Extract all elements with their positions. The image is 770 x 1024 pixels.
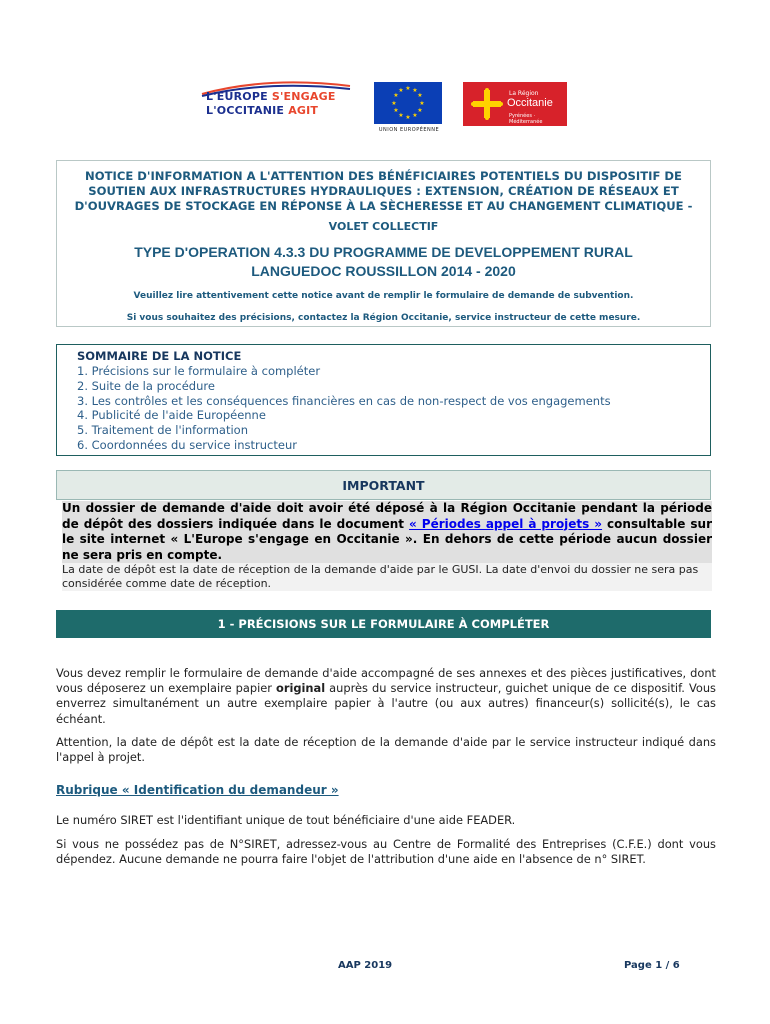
operation-type-line-1: TYPE D'OPERATION 4.3.3 DU PROGRAMME DE DEVELOPPEMENT RURAL [134, 244, 633, 260]
important-body [62, 501, 712, 591]
toc-item[interactable]: 4. Publicité de l'aide Européenne [77, 408, 266, 423]
title-line-3: D'OUVRAGES DE STOCKAGE EN RÉPONSE À LA SÈCHERESSE ET AU CHANGEMENT CLIMATIQUE - [74, 199, 693, 213]
paragraph: Attention, la date de dépôt est la date de réception de la demande d'aide par le service instructeur indiqué dans l'appel à projet. [56, 734, 716, 765]
region-small-text: La Région [509, 90, 539, 97]
svg-text:★: ★ [419, 100, 425, 107]
svg-text:★: ★ [398, 87, 404, 94]
toc-item[interactable]: 2. Suite de la procédure [77, 378, 215, 393]
contact-text: Si vous souhaitez des précisions, contactez la Région Occitanie, service instructeur de cette mesure. [126, 313, 641, 323]
p1-bold: original [276, 681, 326, 696]
toc-item[interactable]: 6. Coordonnées du service instructeur [77, 437, 297, 452]
europe-logo-text-2: S'ENGAGE [271, 90, 336, 103]
p1-text-1: Vous devez remplir le formulaire de demande d'aide accompagné de ses annexes et des pièces justificatives, dont vous déposerez un exemplaire papier [56, 666, 716, 696]
volet-label: VOLET COLLECTIF [328, 220, 439, 233]
europe-logo-text-4: AGIT [288, 104, 319, 117]
region-name: Occitanie [507, 97, 553, 109]
europe-logo-text-1: L'EUROPE [206, 90, 268, 103]
toc-list [77, 364, 710, 453]
eu-stars-icon [374, 82, 442, 124]
svg-text:★: ★ [393, 107, 399, 114]
europe-logo-text-3: L'OCCITANIE [206, 104, 285, 117]
p1-text-2: auprès du service instructeur, guichet unique de ce dispositif. Vous enverrez simultanément un autre exemplaire papier à l'autre (ou aux autres) financeur(s) sollicité(s), le cas échéant. [56, 681, 716, 726]
toc-item[interactable]: 3. Les contrôles et les conséquences financières en cas de non-respect de vos engagements [77, 393, 611, 408]
important-text-1: Un dossier de demande d'aide doit avoir été déposé à la Région Occitanie pendant la période de dépôt des dossiers indiquée dans le document [62, 501, 712, 531]
svg-text:★: ★ [391, 100, 397, 107]
toc-item[interactable]: 1. Précisions sur le formulaire à compléter [77, 364, 321, 378]
eu-caption: UNION EUROPÉENNE [378, 127, 440, 133]
svg-text:★: ★ [417, 107, 423, 114]
region-subtitle: Pyrénées · Méditerranée [509, 113, 543, 125]
svg-text:★: ★ [405, 114, 411, 121]
periodes-appel-link[interactable]: « Périodes appel à projets » [409, 516, 603, 531]
title-line-2: SOUTIEN AUX INFRASTRUCTURES HYDRAULIQUES : EXTENSION, CRÉATION DE RÉSEAUX ET [88, 184, 679, 198]
svg-text:★: ★ [393, 92, 399, 99]
section-1-body [56, 666, 716, 875]
title-line-1: NOTICE D'INFORMATION A L'ATTENTION DES BÉNÉFICIAIRES POTENTIELS DU DISPOSITIF DE [85, 169, 682, 183]
eu-flag-logo [374, 82, 444, 138]
notice-title [67, 169, 700, 214]
svg-text:★: ★ [417, 92, 423, 99]
rubrique-heading: Rubrique « Identification du demandeur » [56, 783, 339, 798]
operation-type [57, 243, 710, 281]
toc-title: SOMMAIRE DE LA NOTICE [77, 349, 242, 363]
important-text-2: consultable sur le site internet « L'Europe s'engage en Occitanie ». En dehors de cette période aucun dossier ne sera pris en compte. [62, 516, 713, 562]
footer-aap: AAP 2019 [338, 960, 393, 971]
paragraph [56, 666, 716, 727]
read-notice-text: Veuillez lire attentivement cette notice avant de remplir le formulaire de demande de subvention. [133, 291, 634, 301]
important-normal-text: La date de dépôt est la date de réception de la demande d'aide par le GUSI. La date d'envoi du dossier ne sera pas considérée comme date de réception. [62, 563, 712, 591]
important-bold-text [62, 501, 712, 563]
paragraph: Si vous ne possédez pas de N°SIRET, adressez-vous au Centre de Formalité des Entreprises (C.F.E.) dont vous dépendez. Aucune demande ne pourra faire l'objet de l'attribution d'une aide en l'absence de n° SIRET. [56, 836, 716, 866]
paragraph: Le numéro SIRET est l'identifiant unique de tout bénéficiaire d'une aide FEADER. [56, 813, 516, 828]
toc-item[interactable]: 5. Traitement de l'information [77, 423, 249, 438]
svg-text:★: ★ [398, 112, 404, 119]
europe-engage-logo [198, 80, 358, 128]
section-1-heading: 1 - PRÉCISIONS SUR LE FORMULAIRE À COMPLÉTER [56, 610, 711, 638]
svg-text:★: ★ [405, 85, 411, 92]
operation-type-line-2: LANGUEDOC ROUSSILLON 2014 - 2020 [251, 263, 516, 279]
page-number: Page 1 / 6 [624, 960, 680, 971]
table-of-contents [56, 344, 711, 456]
notice-title-box [56, 160, 711, 327]
occitan-cross-icon [471, 88, 503, 120]
important-heading: IMPORTANT [56, 470, 711, 500]
svg-text:★: ★ [412, 87, 418, 94]
logo-bar [0, 80, 770, 140]
eu-flag [374, 82, 442, 124]
svg-text:★: ★ [412, 112, 418, 119]
region-occitanie-logo [463, 82, 567, 126]
